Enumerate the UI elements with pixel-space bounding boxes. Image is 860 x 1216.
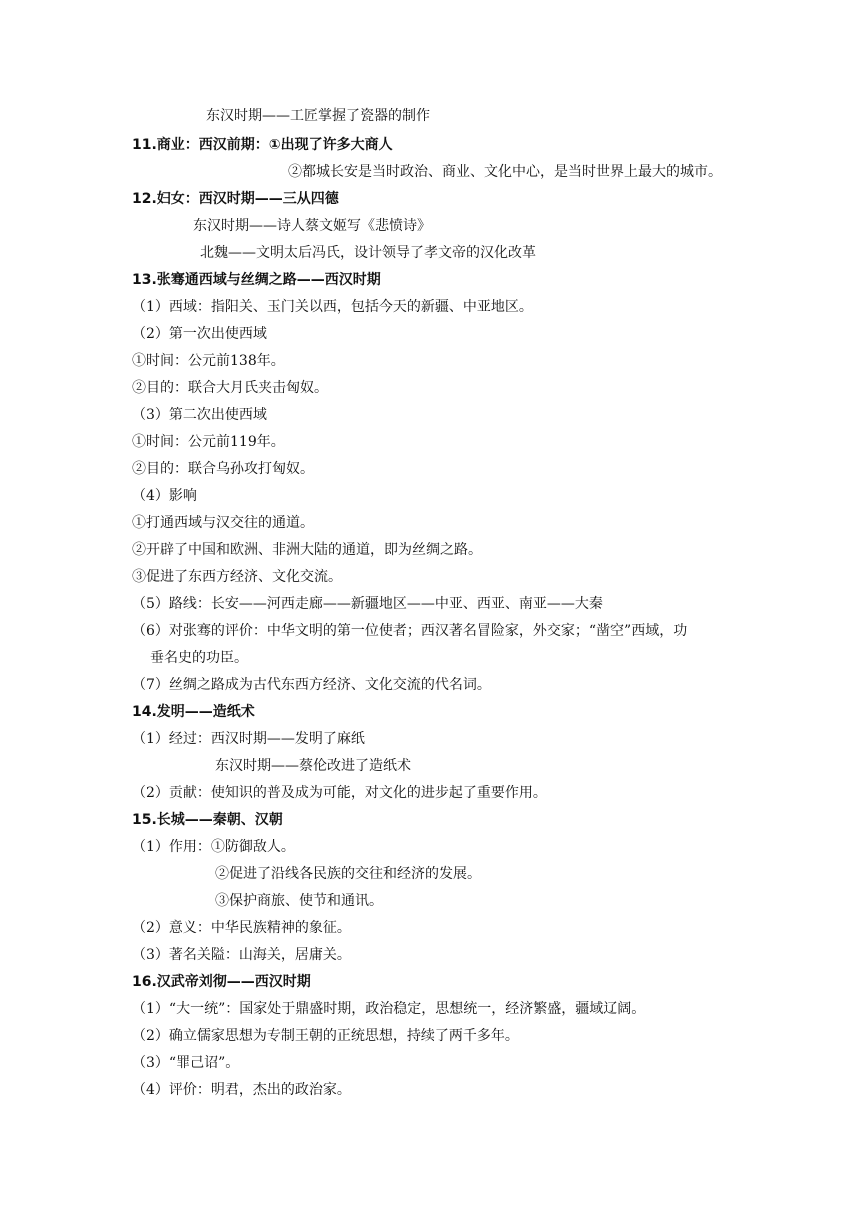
text-line: （2）确立儒家思想为专制王朝的正统思想，持续了两千多年。 — [132, 1028, 519, 1044]
text-line: ①时间：公元前138年。 — [132, 353, 285, 369]
text-line: ③促进了东西方经济、文化交流。 — [132, 569, 342, 585]
section-heading-silk-road: 13.张骞通西域与丝绸之路——西汉时期 — [132, 272, 381, 288]
text-line: ③保护商旅、使节和通讯。 — [215, 893, 383, 909]
text-line: （2）意义：中华民族精神的象征。 — [132, 920, 351, 936]
text-line: （3）著名关隘：山海关，居庸关。 — [132, 947, 351, 963]
text-line: （1）西域：指阳关、玉门关以西，包括今天的新疆、中亚地区。 — [132, 299, 533, 315]
text-line: 垂名史的功臣。 — [150, 650, 248, 666]
text-line: 北魏——文明太后冯氏，设计领导了孝文帝的汉化改革 — [200, 245, 536, 261]
section-heading-women: 12.妇女：西汉时期——三从四德 — [132, 191, 339, 207]
text-line: 东汉时期——蔡伦改进了造纸术 — [215, 758, 411, 774]
text-line: （4）评价：明君，杰出的政治家。 — [132, 1082, 351, 1098]
text-line: （1）作用：①防御敌人。 — [132, 839, 295, 855]
text-line: （6）对张骞的评价：中华文明的第一位使者；西汉著名冒险家，外交家；“凿空”西域，功 — [132, 623, 688, 639]
section-heading-emperor-wu: 16.汉武帝刘彻——西汉时期 — [132, 974, 311, 990]
text-line: （3）第二次出使西域 — [132, 407, 267, 423]
text-line: ①打通西域与汉交往的通道。 — [132, 515, 314, 531]
text-line: ②目的：联合大月氏夹击匈奴。 — [132, 380, 328, 396]
section-heading-commerce: 11.商业：西汉前期：①出现了许多大商人 — [132, 137, 393, 153]
text-line: ②目的：联合乌孙攻打匈奴。 — [132, 461, 314, 477]
text-line: 东汉时期——工匠掌握了瓷器的制作 — [206, 108, 430, 124]
text-line: （7）丝绸之路成为古代东西方经济、文化交流的代名词。 — [132, 677, 491, 693]
text-line: ②促进了沿线各民族的交往和经济的发展。 — [215, 866, 481, 882]
text-line: （1）“大一统”：国家处于鼎盛时期，政治稳定，思想统一，经济繁盛，疆域辽阔。 — [132, 1001, 646, 1017]
section-heading-great-wall: 15.长城——秦朝、汉朝 — [132, 812, 283, 828]
section-heading-papermaking: 14.发明——造纸术 — [132, 704, 255, 720]
text-line: ①时间：公元前119年。 — [132, 434, 285, 450]
text-line: 东汉时期——诗人蔡文姬写《悲愤诗》 — [193, 218, 431, 234]
text-line: （2）第一次出使西域 — [132, 326, 267, 342]
text-line: ②开辟了中国和欧洲、非洲大陆的通道，即为丝绸之路。 — [132, 542, 482, 558]
text-line: ②都城长安是当时政治、商业、文化中心，是当时世界上最大的城市。 — [288, 164, 722, 180]
text-line: （5）路线：长安——河西走廊——新疆地区——中亚、西亚、南亚——大秦 — [132, 596, 603, 612]
text-line: （1）经过：西汉时期——发明了麻纸 — [132, 731, 365, 747]
text-line: （2）贡献：使知识的普及成为可能，对文化的进步起了重要作用。 — [132, 785, 547, 801]
text-line: （3）“罪己诏”。 — [132, 1055, 240, 1071]
text-line: （4）影响 — [132, 488, 197, 504]
